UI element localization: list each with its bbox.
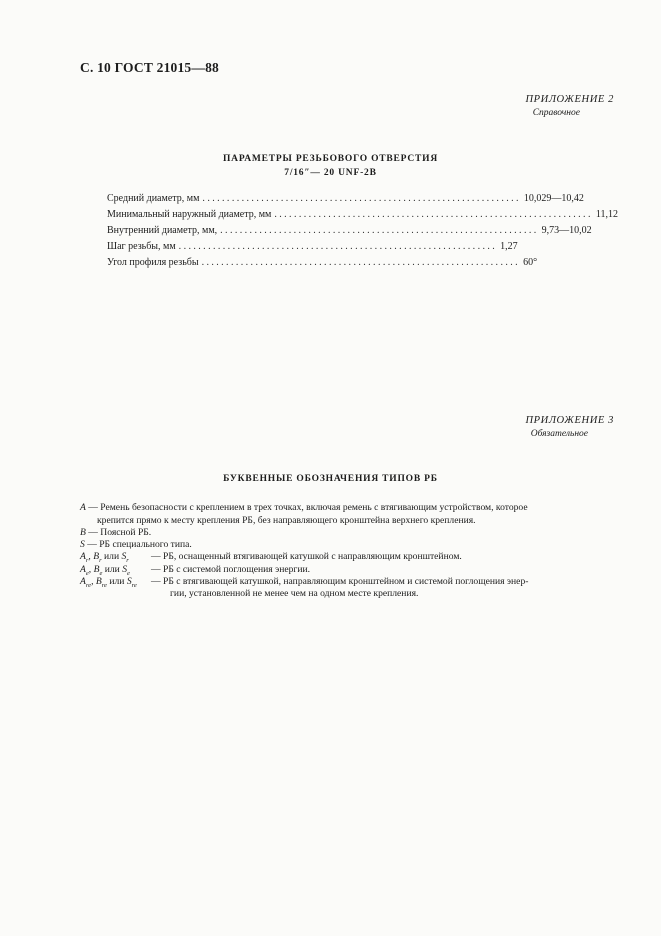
designation-text-cont: гии, установленной не менее чем на одном месте крепления. xyxy=(170,588,419,599)
annex3-status: Обязательное xyxy=(530,429,588,439)
leader-dots: ................................................................. xyxy=(274,209,593,220)
symbol: B xyxy=(80,527,86,538)
symbol: S xyxy=(80,539,85,550)
param-label: Шаг резьбы, мм xyxy=(107,241,176,252)
param-row xyxy=(107,193,584,204)
param-row xyxy=(107,225,592,236)
param-value: 9,73—10,02 xyxy=(541,225,592,236)
designation-text: — РБ с втягивающей катушкой, направляющим кронштейном и системой поглощения энер- xyxy=(151,576,529,587)
param-value: 10,029—10,42 xyxy=(523,193,584,204)
annex2-label: ПРИЛОЖЕНИЕ 2 xyxy=(525,94,614,105)
annex3-label: ПРИЛОЖЕНИЕ 3 xyxy=(525,415,614,426)
designation-e: $A_e$, $B_e$ или $S_e$ xyxy=(80,564,130,577)
leader-dots: ................................................................. xyxy=(220,225,539,236)
param-label: Минимальный наружный диаметр, мм xyxy=(107,209,272,220)
param-label: Средний диаметр, мм xyxy=(107,193,200,204)
designation-text: — РБ с системой поглощения энергии. xyxy=(151,564,310,575)
designation-text: — Поясной РБ. xyxy=(88,527,152,538)
annex2-subtitle: 7/16″— 20 UNF-2B xyxy=(284,168,377,178)
designation-a-cont: крепится прямо к месту крепления РБ, без направляющего кронштейна верхнего крепления. xyxy=(97,515,476,526)
annex2-title: ПАРАМЕТРЫ РЕЗЬБОВОГО ОТВЕРСТИЯ xyxy=(222,154,439,164)
annex2-status: Справочное xyxy=(532,108,580,118)
param-value: 11,12 xyxy=(595,209,618,220)
param-value: 60° xyxy=(523,257,538,268)
designation-text: — Ремень безопасности с креплением в трех точках, включая ремень с втягивающим устройством, которое xyxy=(88,502,528,513)
designation-re: $A_{re}$, $B_{re}$ или $S_{re}$ xyxy=(80,576,137,589)
param-value: 1,27 xyxy=(500,241,518,252)
leader-dots: ................................................................. xyxy=(202,193,521,204)
page-header: С. 10 ГОСТ 21015—88 xyxy=(80,60,219,75)
param-row xyxy=(107,257,538,268)
leader-dots: ................................................................. xyxy=(201,257,521,268)
designation-r: $A_r$, $B_r$ или $S_r$ xyxy=(80,551,129,564)
param-label: Внутренний диаметр, мм, xyxy=(107,225,218,236)
annex3-title: БУКВЕННЫЕ ОБОЗНАЧЕНИЯ ТИПОВ РБ xyxy=(223,474,438,484)
leader-dots: ................................................................. xyxy=(178,241,498,252)
designation-text: — РБ специального типа. xyxy=(87,539,192,550)
param-row xyxy=(107,209,618,220)
param-row xyxy=(107,241,518,252)
symbol: A xyxy=(80,502,86,513)
param-label: Угол профиля резьбы xyxy=(107,257,199,268)
designation-text: — РБ, оснащенный втягивающей катушкой с направляющим кронштейном. xyxy=(151,551,462,562)
designation-a xyxy=(80,501,528,514)
